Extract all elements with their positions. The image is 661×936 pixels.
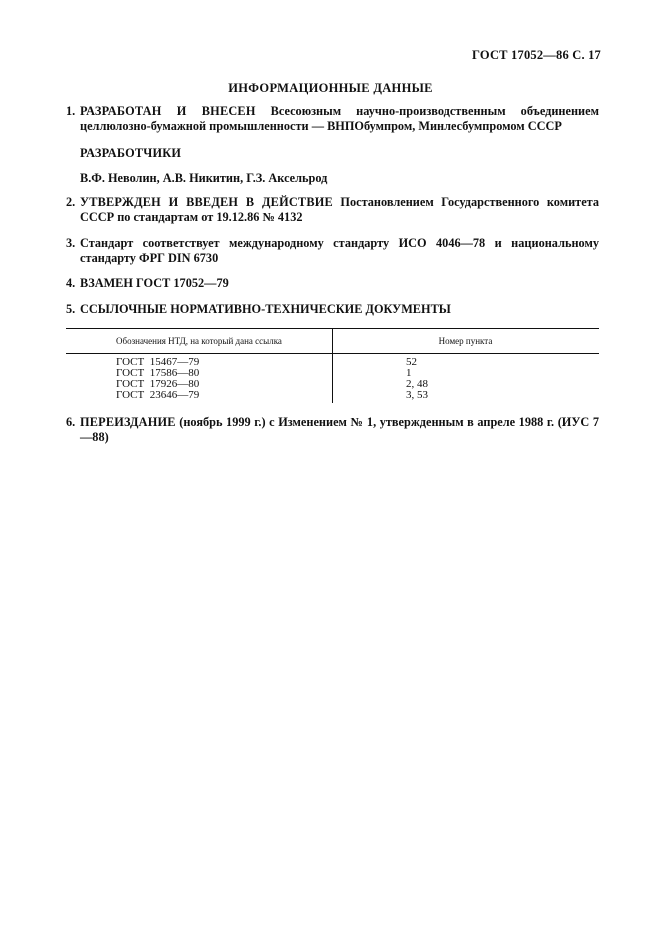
ref-point: 1 <box>406 367 412 379</box>
item-body: Стандарт соответствует международному стандарту ИСО 4046—78 и национальному стандарту ФРГ DIN 6730 <box>80 236 599 265</box>
ref-doc: ГОСТ 17926—80 <box>116 378 200 390</box>
item-lead: УТВЕРЖДЕН И ВВЕДЕН В ДЕЙСТВИЕ <box>80 195 333 209</box>
item-lead: РАЗРАБОТАН И ВНЕСЕН <box>80 104 256 118</box>
info-item-1 <box>66 104 599 134</box>
ref-point: 3, 53 <box>406 389 428 401</box>
item-number: 3. <box>66 236 76 250</box>
item-body <box>80 195 599 225</box>
item-number: 5. <box>66 302 76 316</box>
ref-point: 52 <box>406 356 417 368</box>
table-row <box>66 390 599 401</box>
item-text: Всесоюзным научно-производственным объединением целлюлозно-бумажной промышленности — ВНПОбумпром, Минлесбумпромом СССР <box>80 104 599 133</box>
reference-table <box>66 328 599 403</box>
item-body <box>80 104 599 134</box>
ref-doc: ГОСТ 23646—79 <box>116 389 200 401</box>
info-item-5 <box>66 302 599 317</box>
info-item-3 <box>66 236 599 266</box>
table-body <box>66 354 599 403</box>
ref-doc: ГОСТ 15467—79 <box>116 356 200 368</box>
item-number: 6. <box>66 415 76 429</box>
ref-point: 2, 48 <box>406 378 428 390</box>
item-lead: ПЕРЕИЗДАНИЕ <box>80 415 176 429</box>
item-text: (ноябрь 1999 г.) с Изменением № 1, утвержденным в апреле 1988 г. (ИУС 7—88) <box>80 415 599 444</box>
table-header <box>66 329 599 353</box>
page-title: ИНФОРМАЦИОННЫЕ ДАННЫЕ <box>228 81 433 95</box>
item-body: ССЫЛОЧНЫЕ НОРМАТИВНО-ТЕХНИЧЕСКИЕ ДОКУМЕНТЫ <box>80 302 451 316</box>
item-body: ВЗАМЕН ГОСТ 17052—79 <box>80 276 229 290</box>
item-body <box>80 415 599 445</box>
item-number: 4. <box>66 276 76 290</box>
item-text: Постановлением Государственного комитета СССР по стандартам от 19.12.86 № 4132 <box>80 195 599 224</box>
running-head: ГОСТ 17052—86 С. 17 <box>472 48 601 62</box>
developers-heading: РАЗРАБОТЧИКИ <box>80 146 182 160</box>
header-point: Номер пункта <box>438 336 493 346</box>
ref-doc: ГОСТ 17586—80 <box>116 367 200 379</box>
info-item-6 <box>66 415 599 445</box>
header-doc: Обозначения НТД, на который дана ссылка <box>116 336 282 346</box>
info-item-4 <box>66 276 599 291</box>
info-item-2 <box>66 195 599 225</box>
item-number: 1. <box>66 104 76 118</box>
item-number: 2. <box>66 195 76 209</box>
developers-list: В.Ф. Неволин, А.В. Никитин, Г.З. Аксельрод <box>80 171 328 185</box>
